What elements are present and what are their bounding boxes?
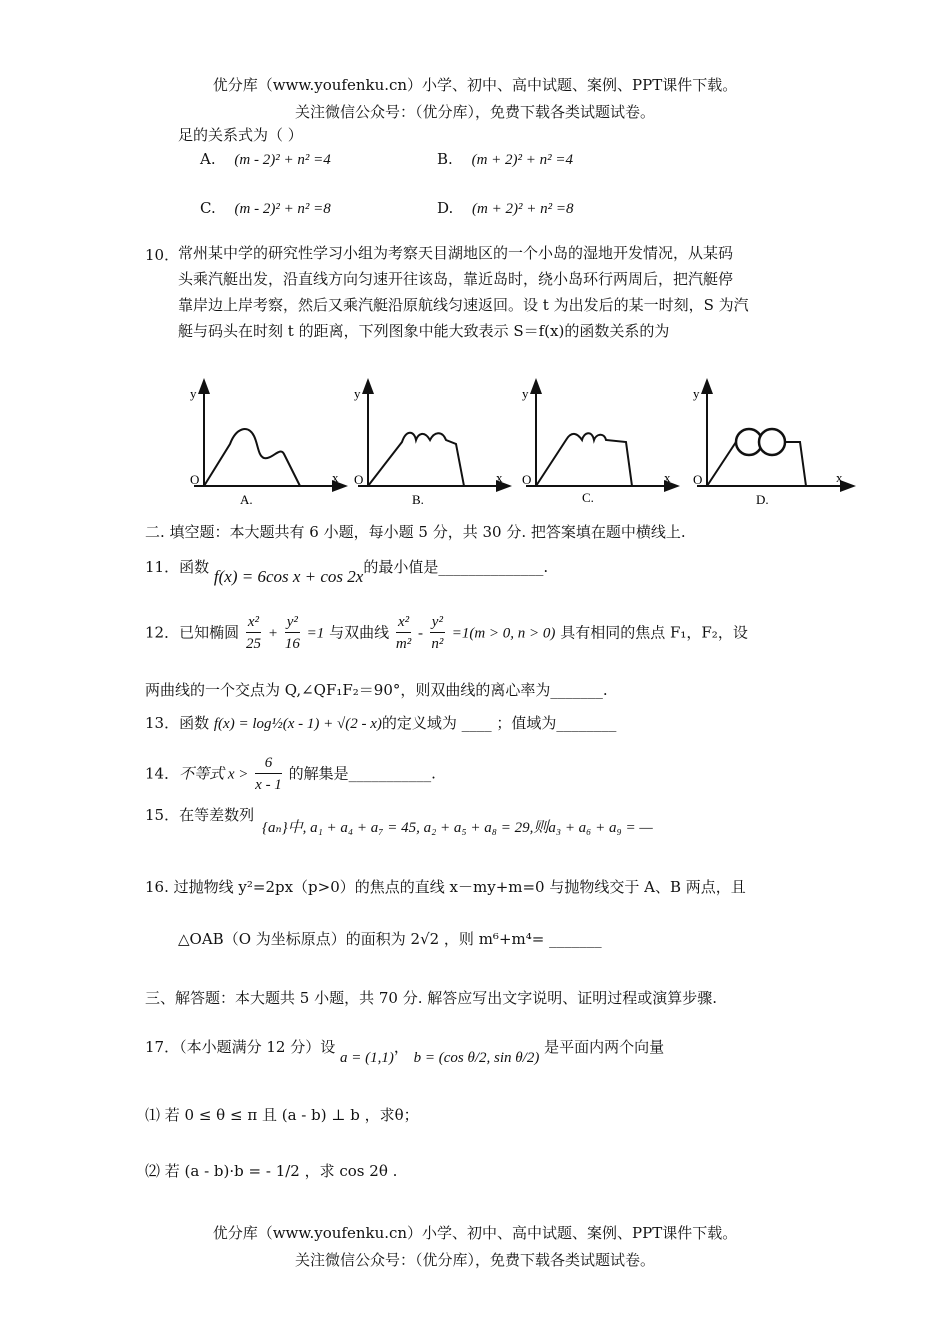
graph-a-label: A. — [240, 492, 253, 507]
graph-c-label: C. — [582, 490, 594, 505]
q10-graphs — [180, 378, 860, 518]
graph-a — [190, 386, 340, 507]
graph-c-y-label: y — [522, 386, 529, 401]
q11: 11．函数 f(x) = 6cos x + cos 2x的最小值是______________. — [145, 558, 549, 586]
q9-stem: 足的关系式为（ ） — [178, 126, 303, 144]
q17-part-1: ⑴ 若 0 ≤ θ ≤ π 且 (a - b) ⊥ b ，求θ； — [145, 1106, 419, 1124]
header-line-1: 优分库（www.youfenku.cn）小学、初中、高中试题、案例、PPT课件下载。 — [212, 76, 738, 94]
q17-part-2: ⑵ 若 (a - b)·b = - 1/2 ，求 cos 2θ . — [145, 1162, 398, 1180]
graph-a-y-label: y — [190, 386, 197, 401]
footer-line-1: 优分库（www.youfenku.cn）小学、初中、高中试题、案例、PPT课件下载。 — [212, 1224, 738, 1242]
graph-c-origin: O — [522, 472, 532, 487]
graph-a-x-label: x — [332, 470, 339, 485]
graph-b-origin: O — [354, 472, 364, 487]
graph-d — [693, 386, 848, 507]
graph-d-x-label: x — [836, 470, 843, 485]
graph-c-x-label: x — [664, 470, 671, 485]
q16-line-2: △OAB（O 为坐标原点）的面积为 2√2 ，则 m⁶+m⁴= _______ — [178, 930, 602, 948]
graph-c — [522, 386, 672, 505]
section-3-heading: 三、解答题：本大题共 5 小题，共 70 分. 解答应写出文字说明、证明过程或演算步骤. — [145, 989, 718, 1007]
graph-a-origin: O — [190, 472, 200, 487]
q10-line-2: 头乘汽艇出发，沿直线方向匀速开往该岛，靠近岛时，绕小岛环行两周后，把汽艇停 — [178, 270, 734, 288]
q10-line-3: 靠岸边上岸考察，然后又乘汽艇沿原航线匀速返回。设 t 为出发后的某一时刻，S 为汽 — [178, 296, 749, 314]
footer-line-2: 关注微信公众号：（优分库），免费下载各类试题试卷。 — [294, 1251, 655, 1269]
q10-line-1: 常州某中学的研究性学习小组为考察天目湖地区的一个小岛的湿地开发情况，从某码 — [178, 244, 734, 262]
q12: 12．已知椭圆 $\frac{\text{x²}}{25}$ + $\frac{\text{y²}}{16}$ =1 与双曲线 $\frac{\text{x²}}{\text{m²}}$ - $\frac{\text{y²}}{\text{n²}}$ =1(m > 0, n > 0) 具有相同的焦点 F₁，F₂，设 — [145, 614, 748, 652]
q12-line-2: 两曲线的一个交点为 Q,∠QF₁F₂＝90°，则双曲线的离心率为_______. — [145, 681, 608, 699]
graph-d-y-label: y — [693, 386, 700, 401]
q15: 15．在等差数列 — [145, 806, 255, 824]
section-2-heading: 二. 填空题：本大题共有 6 小题，每小题 5 分，共 30 分. 把答案填在题中横线上. — [145, 523, 686, 541]
q15-formula: {aₙ}中, a₁ + a₄ + a₇ = 45, a₂ + a₅ + a₈ = 29,则a₃ + a₆ + a₉ = — — [262, 820, 653, 836]
q9-option-d: D. (m + 2)² + n² =8 — [437, 199, 574, 217]
q10-number: 10． — [145, 246, 180, 264]
q13: 13．函数 f(x) = log½(x - 1) + √(2 - x)的定义域为 ____ ；值域为________ — [145, 714, 617, 732]
q17-stem: 17．（本小题满分 12 分）设 a = (1,1)， b = (cos θ/2, sin θ/2) 是平面内两个向量 — [145, 1038, 665, 1066]
q9-option-a: A. (m - 2)² + n² =4 — [200, 150, 331, 168]
graph-b-label: B. — [412, 492, 424, 507]
graph-d-label: D. — [756, 492, 769, 507]
q14: 14．不等式 x > $\frac{6}{x - 1}$ 的解集是___________. — [145, 755, 436, 793]
graph-b-y-label: y — [354, 386, 361, 401]
q9-option-b: B. (m + 2)² + n² =4 — [437, 150, 574, 168]
graph-d-origin: O — [693, 472, 703, 487]
q9-option-c: C. (m - 2)² + n² =8 — [200, 199, 331, 217]
graph-b-x-label: x — [496, 470, 503, 485]
graph-b — [354, 386, 504, 507]
q10-line-4: 艇与码头在时刻 t 的距离，下列图象中能大致表示 S＝f(x)的函数关系的为 — [178, 322, 670, 340]
q16-line-1: 16. 过抛物线 y²=2px（p>0）的焦点的直线 x－my+m=0 与抛物线交于 A、B 两点，且 — [145, 878, 746, 896]
header-line-2: 关注微信公众号：（优分库），免费下载各类试题试卷。 — [294, 103, 655, 121]
